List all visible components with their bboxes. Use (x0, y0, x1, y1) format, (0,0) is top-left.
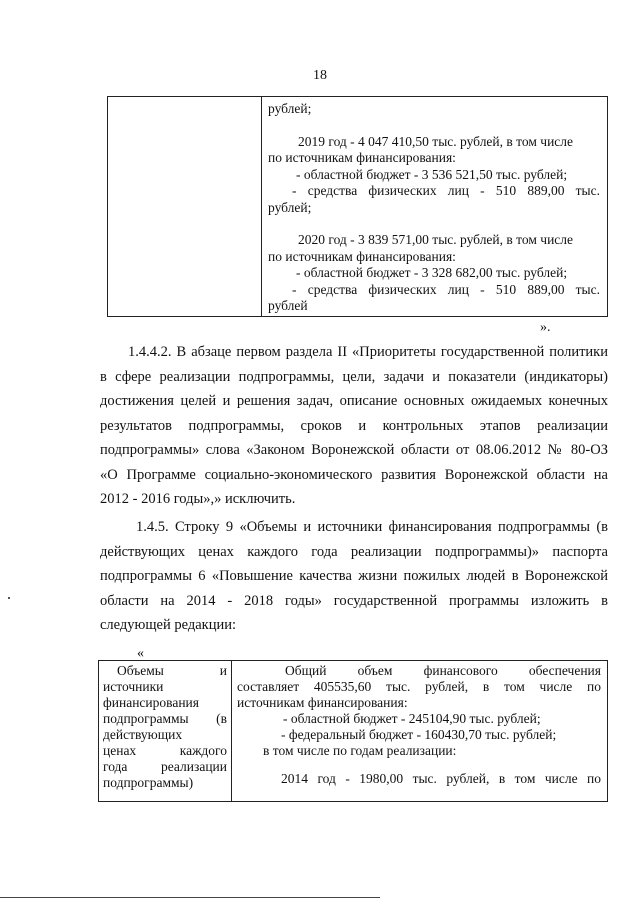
text-line: подпрограммы) (103, 775, 194, 790)
text-line: по источникам финансирования: (268, 248, 456, 264)
text-line: источники (103, 679, 164, 694)
scan-speck (8, 597, 10, 599)
text-line: - федеральный бюджет - 160430,70 тыс. рублей; (281, 727, 557, 742)
text-line: подпрограммы» слова «Законом Воронежской области от 08.06.2012 № 80-ОЗ (100, 442, 608, 458)
text-line: подпрограммы 6 «Повышение качества жизни пожилых людей в Воронежской (100, 568, 608, 584)
text-line: «О Программе социально-экономического развития Воронежской области на (100, 466, 608, 483)
text-line: результатов подпрограммы, сроков и контрольных этапов реализации (100, 417, 608, 434)
paragraph-1-4-5 (100, 515, 608, 638)
funding-passport-table (98, 660, 608, 802)
text-line: 2019 год - 4 047 410,50 тыс. рублей, в том числе (298, 133, 574, 149)
opening-quote: « (137, 646, 144, 661)
text-line: 2012 - 2016 годы»,» исключить. (100, 491, 296, 507)
page-number: 18 (313, 68, 327, 83)
text-line: 1.4.5. Строку 9 «Объемы и источники финансирования подпрограммы (в (136, 519, 608, 535)
text-line: рублей (268, 298, 308, 313)
text-line: финансирования (103, 695, 199, 710)
text-line: - средства физических лиц - 510 889,00 тыс. (292, 281, 600, 297)
table-divider (231, 661, 232, 801)
text-line: ценах каждого (103, 743, 227, 758)
text-line: достижения целей и решения задач, описание основных ожидаемых конечных (100, 393, 608, 409)
text-line: Общий объем финансового обеспечения (285, 663, 601, 678)
text-line: следующей редакции: (100, 617, 237, 633)
text-line: 2014 год - 1980,00 тыс. рублей, в том числе по (281, 771, 601, 786)
text-line: 1.4.4.2. В абзаце первом раздела II «Приоритеты государственной политики (128, 344, 608, 360)
text-line: в сфере реализации подпрограммы, цели, задачи и показатели (индикаторы) (100, 368, 608, 385)
text-line: рублей; (268, 199, 312, 215)
text-line: области на 2014 - 2018 годы» государственной программы изложить в (100, 592, 608, 609)
text-line: Объемы и (117, 663, 227, 678)
funding-cell (268, 101, 600, 315)
text-line: по источникам финансирования: (268, 150, 456, 165)
text-line: - средства физических лиц - 510 889,00 тыс. (292, 183, 600, 198)
row-label-cell (103, 663, 227, 791)
text-line: составляет 405535,60 тыс. рублей, в том числе по (237, 679, 601, 694)
text-line: - областной бюджет - 3 328 682,00 тыс. рублей; (296, 265, 568, 280)
text-line: действующих (103, 727, 183, 742)
text-line: - областной бюджет - 245104,90 тыс. рублей; (283, 711, 541, 726)
row-value-cell (237, 663, 601, 787)
funding-table-continuation (107, 96, 608, 317)
text-line: подпрограммы (в (103, 711, 227, 726)
closing-quote: ». (540, 320, 551, 335)
paragraph-1-4-4-2 (100, 340, 608, 512)
text-line: источникам финансирования: (237, 695, 408, 710)
text-line: в том числе по годам реализации: (263, 743, 457, 758)
text-line: 2020 год - 3 839 571,00 тыс. рублей, в том числе (298, 232, 574, 247)
table-divider (261, 97, 262, 316)
scan-edge-line (0, 897, 380, 898)
text-line: года реализации (103, 759, 227, 774)
text-line: - областной бюджет - 3 536 521,50 тыс. рублей; (296, 166, 568, 182)
text-line: действующих ценах каждого года реализации подпрограммы)» паспорта (100, 543, 608, 560)
text-line: рублей; (268, 101, 312, 116)
